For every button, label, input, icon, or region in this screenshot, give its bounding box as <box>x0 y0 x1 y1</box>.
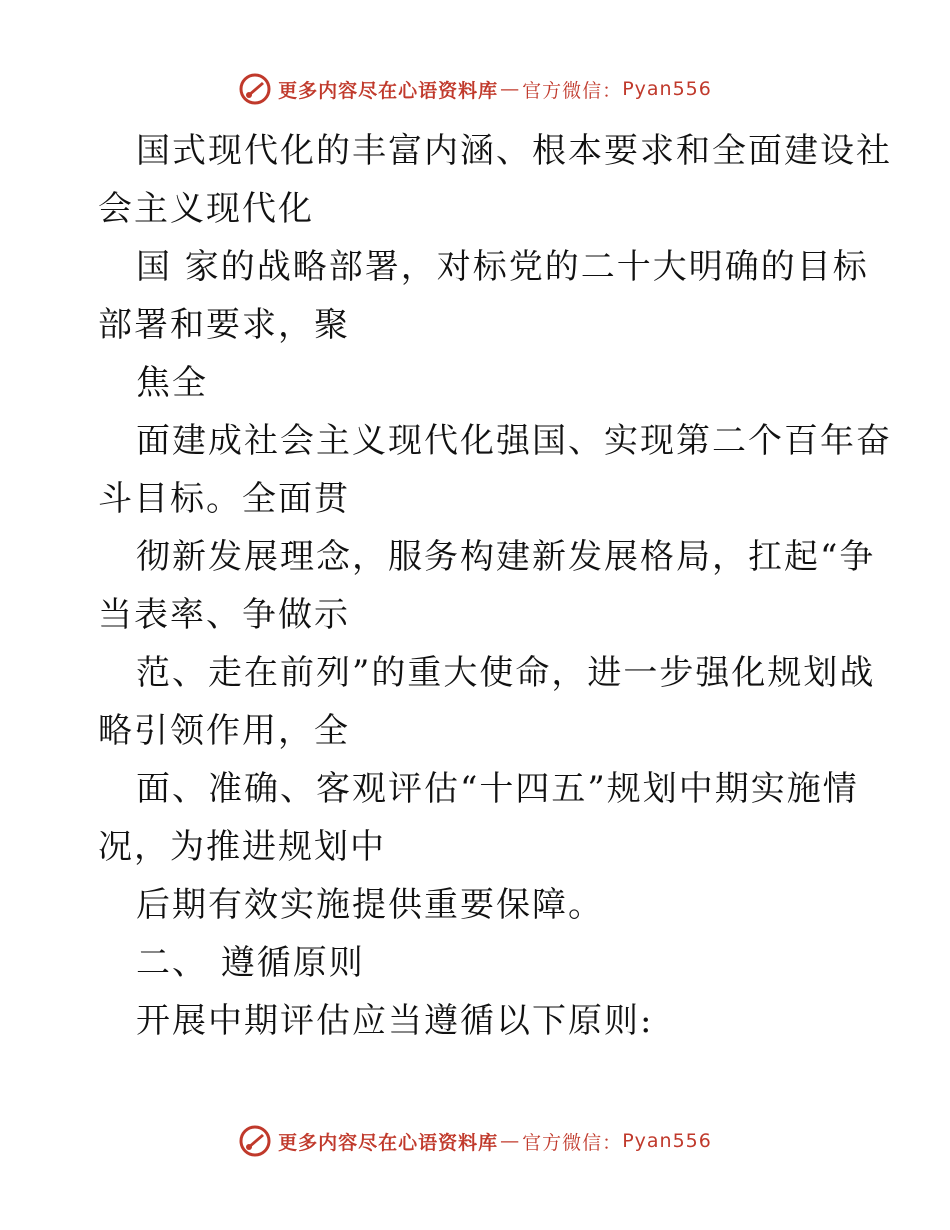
paragraph <box>98 876 858 934</box>
paragraph <box>98 122 892 238</box>
paragraph-first-line: 后期有效实施提供重要保障。 <box>136 885 604 925</box>
paragraph-continuation: 况，为推进规划中 <box>98 827 386 867</box>
paragraph-first-line: 面建成社会主义现代化强国、实现第二个百年奋 <box>136 421 892 461</box>
brand-logo-icon <box>238 1124 272 1158</box>
paragraph-continuation: 略引领作用，全 <box>98 711 350 751</box>
header-watermark <box>0 72 950 106</box>
paragraph <box>98 760 858 876</box>
watermark-brand: 更多内容尽在心语资料库 <box>278 1131 499 1154</box>
paragraph-continuation: 会主义现代化 <box>98 189 314 229</box>
watermark-id: Pyan556 <box>622 1130 712 1152</box>
document-body <box>98 122 892 1050</box>
paragraph-continuation: 斗目标。全面贯 <box>98 479 350 519</box>
watermark-label: 官方微信： <box>522 1131 623 1154</box>
paragraph-continuation: 部署和要求，聚 <box>98 305 350 345</box>
watermark-id: Pyan556 <box>622 78 712 100</box>
paragraph <box>98 412 892 528</box>
paragraph <box>98 528 876 644</box>
paragraph-first-line: 开展中期评估应当遵循以下原则: <box>136 1001 654 1041</box>
paragraph <box>98 238 869 354</box>
paragraph-first-line: 国 家的战略部署，对标党的二十大明确的目标 <box>136 247 869 287</box>
paragraph-first-line: 面、准确、客观评估“十四五”规划中期实施情 <box>136 769 859 809</box>
paragraph-first-line: 范、走在前列”的重大使命，进一步强化规划战 <box>136 653 876 693</box>
footer-watermark <box>0 1124 950 1158</box>
paragraph-first-line: 焦全 <box>136 363 208 403</box>
section-heading-text: 二、 遵循原则 <box>136 943 365 983</box>
paragraph <box>98 992 858 1050</box>
watermark-separator: — <box>500 1130 521 1152</box>
watermark-separator: — <box>500 78 521 100</box>
paragraph-continuation: 当表率、争做示 <box>98 595 350 635</box>
watermark-label: 官方微信： <box>522 79 623 102</box>
watermark-brand: 更多内容尽在心语资料库 <box>278 79 499 102</box>
brand-logo-icon <box>238 72 272 106</box>
section-heading <box>98 934 858 992</box>
paragraph-first-line: 彻新发展理念，服务构建新发展格局，扛起“争 <box>136 537 876 577</box>
paragraph <box>98 644 876 760</box>
paragraph <box>98 354 858 412</box>
paragraph-first-line: 国式现代化的丰富内涵、根本要求和全面建设社 <box>136 131 892 171</box>
